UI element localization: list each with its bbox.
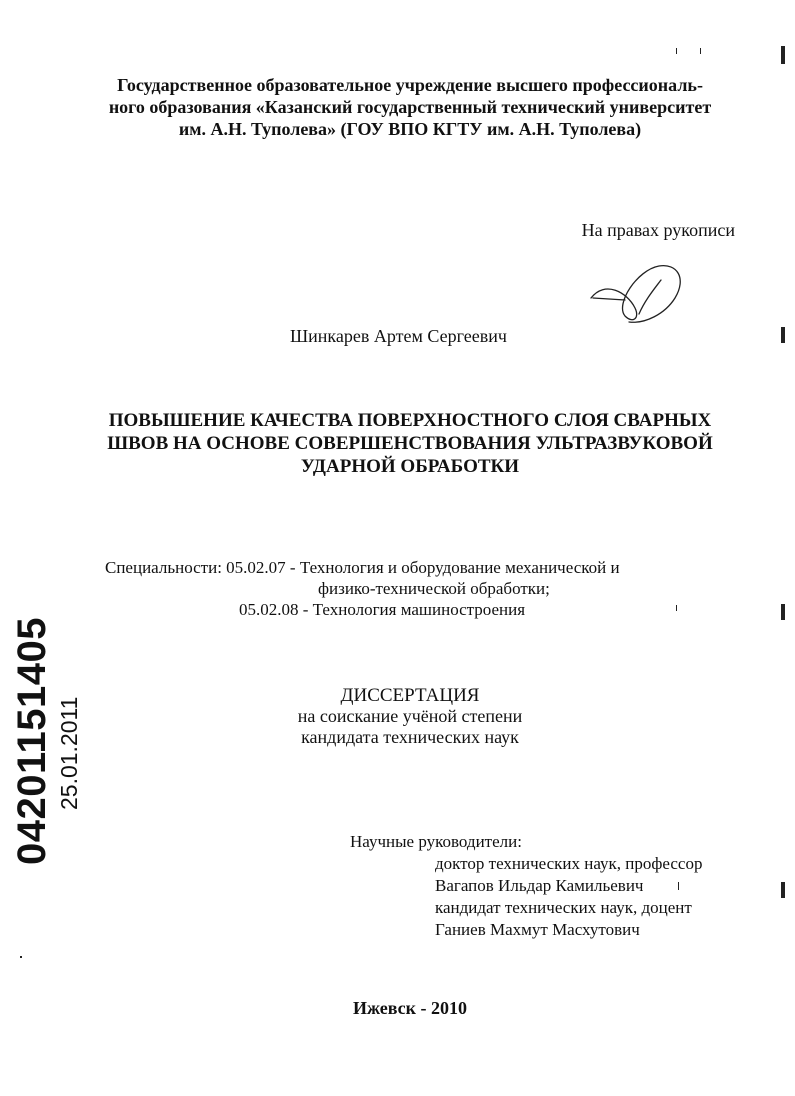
institution-line: им. А.Н. Туполева» (ГОУ ВПО КГТУ им. А.Н. Туполева)	[178, 119, 642, 139]
institution-header	[60, 74, 760, 140]
degree-line: на соискание учёной степени	[297, 706, 523, 726]
specialty-block	[105, 557, 620, 620]
scan-mark	[676, 605, 677, 611]
scan-mark	[781, 882, 785, 898]
supervisor-degree: кандидат технических наук, доцент	[435, 898, 692, 917]
stamp-date: 25.01.2011	[56, 696, 82, 810]
scan-mark	[20, 956, 22, 958]
signature-image	[585, 258, 695, 334]
dissertation-heading: ДИССЕРТАЦИЯ	[340, 685, 480, 706]
library-stamp	[10, 617, 82, 865]
specialty-line: физико-технической обработки;	[318, 579, 550, 598]
city-year: Ижевск - 2010	[352, 998, 468, 1018]
supervisor-degree: доктор технических наук, профессор	[435, 854, 703, 873]
institution-line: Государственное образовательное учреждение высшего профессиональ-	[117, 75, 703, 95]
institution-line: ного образования «Казанский государственный технический университет	[108, 97, 712, 117]
scan-mark	[700, 48, 701, 54]
title-line: УДАРНОЙ ОБРАБОТКИ	[300, 456, 520, 477]
specialty-line: Специальности: 05.02.07 - Технология и оборудование механической и	[105, 558, 620, 577]
scan-mark	[676, 48, 677, 54]
rights-note: На правах рукописи	[581, 220, 735, 240]
scan-mark	[781, 46, 785, 64]
dissertation-type	[260, 685, 560, 748]
degree-line: кандидата технических наук	[301, 727, 519, 747]
specialty-line: 05.02.08 - Технология машиностроения	[239, 600, 526, 619]
scan-mark	[781, 327, 785, 343]
stamp-number: 04201151405	[10, 617, 54, 865]
author-name: Шинкарев Артем Сергеевич	[290, 326, 507, 346]
title-line: ШВОВ НА ОСНОВЕ СОВЕРШЕНСТВОВАНИЯ УЛЬТРАЗВУКОВОЙ	[107, 433, 713, 454]
title-line: ПОВЫШЕНИЕ КАЧЕСТВА ПОВЕРХНОСТНОГО СЛОЯ СВАРНЫХ	[108, 410, 712, 431]
dissertation-title	[60, 409, 760, 478]
supervisors-block	[350, 831, 702, 941]
supervisors-heading: Научные руководители:	[350, 832, 522, 851]
supervisor-name: Вагапов Ильдар Камильевич	[435, 876, 644, 895]
supervisor-name: Ганиев Махмут Масхутович	[435, 920, 640, 939]
scan-mark	[781, 604, 785, 620]
scan-mark	[678, 882, 679, 890]
